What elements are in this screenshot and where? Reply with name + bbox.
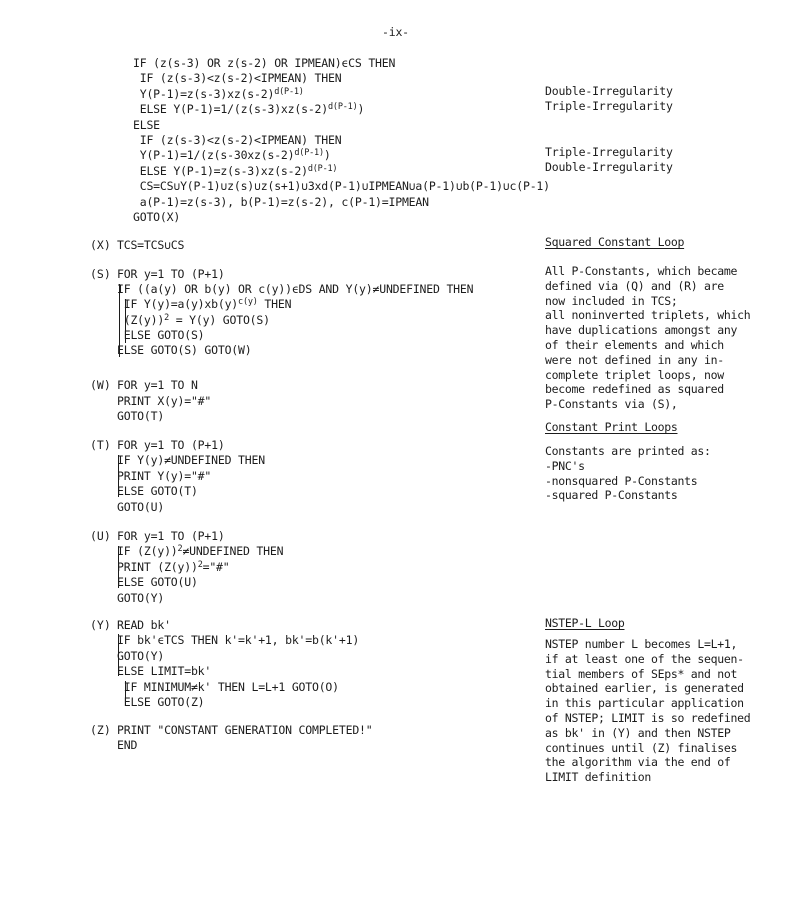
code-text: PRINT Y(y)="#": [117, 468, 212, 483]
code-text: ELSE GOTO(Z): [117, 695, 205, 709]
label-w: (W): [90, 378, 111, 392]
code-line: [133, 56, 395, 70]
code-text: GOTO(Y): [117, 648, 165, 663]
code-text: GOTO(Y): [117, 590, 165, 605]
page-number: -ix-: [382, 25, 409, 39]
code-text: IF (z(s-3)<z(s-2)<IPMEAN) THEN: [133, 133, 342, 147]
code-superscript: 2: [197, 559, 203, 570]
code-superscript: c(y): [238, 297, 258, 308]
bracket-y-outer: [118, 634, 119, 676]
code-text: IF (z(s-3)<z(s-2)<IPMEAN) THEN: [133, 71, 342, 86]
code-text: FOR y=1 TO N: [117, 378, 198, 392]
bracket-u: [118, 546, 119, 588]
code-text: IF ((a(y) OR b(y) OR c(y))ϵDS AND Y(y)≠UNDEFINED THEN: [117, 282, 474, 297]
nstep-loop-heading: NSTEP-L Loop: [545, 616, 625, 630]
code-text-tail: ="#": [202, 559, 230, 574]
code-text: IF Y(y)≠UNDEFINED THEN: [117, 453, 265, 468]
bracket-s-inner: [125, 299, 126, 343]
code-line: [117, 695, 204, 709]
code-line: [117, 469, 211, 483]
code-superscript: 2: [164, 312, 169, 323]
code-text: ELSE GOTO(T): [117, 484, 198, 499]
code-line: [133, 195, 429, 209]
code-line: [133, 164, 337, 178]
code-text: ELSE GOTO(S): [117, 327, 205, 342]
code-text: FOR y=1 TO (P+1): [117, 529, 225, 543]
code-superscript: d(P-1): [294, 148, 324, 159]
code-text: IF bk'ϵTCS THEN k'=k'+1, bk'=b(k'+1): [117, 633, 360, 648]
squared-constant-loop-text: All P-Constants, which became defined via (Q) and (R) are now included in TCS; all noninverted triplets, which have duplications amongst any of their elements and which were not defined in any in- complete triplet loops, now become redefined as squared P-Constants via (S),: [545, 264, 751, 412]
code-line: [117, 313, 270, 327]
bracket-y-inner: [125, 681, 126, 705]
code-text: GOTO(X): [133, 210, 181, 224]
code-line: [117, 723, 373, 737]
code-line: [117, 680, 339, 694]
squared-constant-loop-heading: Squared Constant Loop: [545, 235, 685, 249]
code-line: [133, 102, 364, 116]
code-line: [117, 664, 211, 678]
constant-print-loops-text: Constants are printed as: -PNC's -nonsquared P-Constants -squared P-Constants: [545, 444, 711, 503]
code-line: [117, 500, 164, 514]
irregularity-note-1: Double-Irregularity: [545, 84, 673, 98]
code-text: Y(P-1)=z(s-3)xz(s-2): [133, 86, 275, 101]
code-text: ELSE LIMIT=bk': [117, 664, 212, 679]
code-text: a(P-1)=z(s-3), b(P-1)=z(s-2), c(P-1)=IPMEAN: [133, 194, 429, 209]
code-line: [117, 591, 164, 605]
code-text-tail: THEN: [257, 297, 292, 312]
code-line: [117, 378, 198, 392]
code-line: [117, 409, 164, 423]
code-superscript: d(P-1): [274, 86, 304, 97]
code-line: [117, 649, 164, 663]
label-t: (T): [90, 438, 111, 452]
code-text: CS=CS∪Y(P-1)∪z(s)∪z(s+1)∪3xd(P-1)∪IPMEAN∪a(P-1)∪b(P-1)∪c(P-1): [133, 179, 550, 194]
code-text: READ bk': [117, 618, 171, 632]
code-text-tail: = Y(y) GOTO(S): [169, 312, 270, 327]
code-text-tail: ≠UNDEFINED THEN: [182, 544, 284, 559]
code-line: [117, 267, 225, 281]
code-line: [133, 148, 331, 162]
code-line: [133, 71, 341, 85]
bracket-t: [118, 455, 119, 497]
code-text: END: [117, 738, 138, 753]
code-line: [117, 575, 198, 589]
code-text: IF MINIMUM≠k' THEN L=L+1 GOTO(O): [117, 679, 339, 694]
label-y: (Y): [90, 618, 111, 632]
code-line: [117, 633, 359, 647]
code-text: TCS=TCS∪CS: [117, 238, 185, 252]
code-text-tail: ): [323, 148, 331, 163]
code-line: [117, 618, 171, 632]
irregularity-note-4: Double-Irregularity: [545, 160, 673, 174]
code-line: [117, 529, 225, 543]
code-text: ELSE Y(P-1)=1/(z(s-3)xz(s-2): [133, 102, 328, 117]
code-text: ELSE Y(P-1)=z(s-3)xz(s-2): [133, 163, 308, 178]
code-line: [133, 87, 304, 101]
code-line: [117, 544, 283, 558]
code-line: [133, 118, 160, 132]
label-z: (Z): [90, 723, 111, 737]
code-text: GOTO(U): [117, 499, 165, 514]
code-text-tail: ): [357, 102, 365, 117]
code-superscript: d(P-1): [327, 102, 358, 113]
code-superscript: 2: [177, 544, 183, 555]
code-text: Y(P-1)=1/(z(s-30xz(s-2): [133, 148, 295, 163]
code-line: [117, 560, 230, 574]
irregularity-note-3: Triple-Irregularity: [545, 145, 673, 159]
code-text: PRINT "CONSTANT GENERATION COMPLETED!": [117, 723, 373, 737]
code-text: IF (z(s-3) OR z(s-2) OR IPMEAN)ϵCS THEN: [133, 56, 396, 70]
code-text: FOR y=1 TO (P+1): [117, 438, 225, 452]
nstep-loop-text: NSTEP number L becomes L=L+1, if at least one of the sequen- tial members of SEps* and not obtained earlier, is generated in this particular application of NSTEP; LIMIT is so redefined as bk' in (Y) and then NSTEP continues until (Z) finalises the algorithm via the end of LIMIT definition: [545, 637, 751, 785]
code-text: ELSE GOTO(S) GOTO(W): [117, 343, 252, 357]
code-text: IF (Z(y)): [117, 544, 178, 559]
code-line: [133, 179, 550, 193]
code-text: PRINT X(y)="#": [117, 393, 212, 408]
constant-print-loops-heading: Constant Print Loops: [545, 420, 678, 434]
irregularity-note-2: Triple-Irregularity: [545, 99, 673, 113]
code-line: [117, 738, 137, 752]
code-text: PRINT (Z(y)): [117, 559, 198, 574]
code-text: (Z(y)): [117, 312, 165, 327]
code-superscript: d(P-1): [307, 163, 338, 174]
code-text: IF Y(y)=a(y)xb(y): [117, 297, 239, 312]
code-text: ELSE: [133, 117, 160, 132]
code-line: [117, 297, 291, 311]
code-line: [117, 394, 211, 408]
code-text: FOR y=1 TO (P+1): [117, 267, 225, 281]
code-line: [117, 282, 473, 296]
label-u: (U): [90, 529, 111, 543]
code-line: [117, 343, 251, 357]
code-line: [133, 210, 180, 224]
code-line: [117, 438, 225, 452]
code-line: [117, 238, 184, 252]
code-line: [117, 484, 198, 498]
bracket-s-outer: [119, 284, 120, 357]
code-line: [117, 453, 265, 467]
code-text: ELSE GOTO(U): [117, 575, 198, 590]
code-line: [117, 328, 204, 342]
label-x: (X): [90, 238, 111, 252]
code-line: [133, 133, 341, 147]
label-s: (S): [90, 267, 111, 281]
code-text: GOTO(T): [117, 409, 165, 423]
